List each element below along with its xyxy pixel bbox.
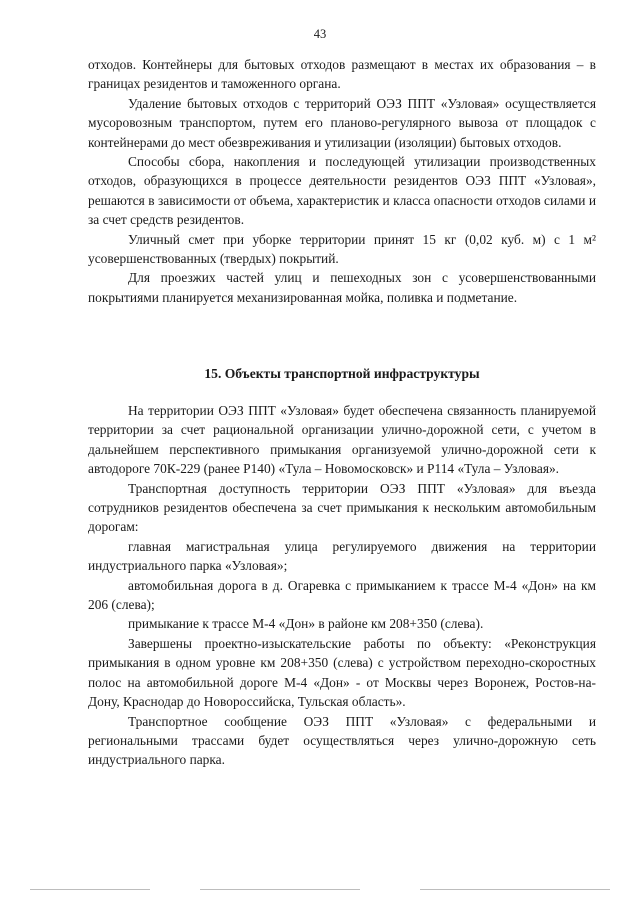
paragraph: отходов. Контейнеры для бытовых отходов размещают в местах их образования – в границах резидентов и таможенного органа. [88, 57, 596, 92]
paragraph: Для проезжих частей улиц и пешеходных зон с усовершенствованными покрытиями планируется механизированная мойка, поливка и подметание. [88, 270, 596, 305]
scan-artifact-line [30, 889, 150, 890]
scan-artifact-line [420, 889, 610, 890]
scan-artifact-line [200, 889, 360, 890]
paragraph: Удаление бытовых отходов с территорий ОЭЗ ППТ «Узловая» осуществляется мусоровозным транспортом, путем его планово-регулярного вывоза от площадок с контейнерами до мест обезвреживания и утилизации (изоляции) бытовых отходов. [88, 95, 596, 150]
body-text-section-1 [88, 55, 596, 307]
paragraph: На территории ОЭЗ ППТ «Узловая» будет обеспечена связанность планируемой территории за счет рациональной организации улично-дорожной сети, с учетом в дальнейшем перспективного примыкания организуемой улично-дорожной сети к автодороге 70К-229 (ранее Р140) «Тула – Новомосковск» и Р114 «Тула – Узловая». [88, 403, 596, 477]
paragraph: Способы сбора, накопления и последующей утилизации производственных отходов, образующихся в процессе деятельности резидентов ОЭЗ ППТ «Узловая», решаются в зависимости от объема, характеристик и класса опасности отходов силами и за счет средств резидентов. [88, 154, 596, 228]
page-number: 43 [313, 27, 327, 41]
paragraph: примыкание к трассе М-4 «Дон» в районе км 208+350 (слева). [128, 616, 484, 632]
paragraph: Уличный смет при уборке территории принят 15 кг (0,02 куб. м) с 1 м² усовершенствованных (твердых) покрытий. [88, 231, 596, 267]
paragraph: автомобильная дорога в д. Огаревка с примыканием к трассе М-4 «Дон» на км 206 (слева); [88, 577, 596, 613]
body-text-section-2 [88, 401, 596, 770]
paragraph: Транспортное сообщение ОЭЗ ППТ «Узловая» с федеральными и региональными трассами будет осуществляться через улично-дорожную сеть индустриального парка. [88, 713, 596, 768]
paragraph: Завершены проектно-изыскательские работы по объекту: «Реконструкция примыкания в одном уровне км 208+350 (слева) с устройством переходно-скоростных полос на автомобильной дороге М-4 «Дон» - от Москвы через Воронеж, Ростов-на-Дону, Краснодар до Новороссийска, Тульская область». [88, 635, 596, 710]
paragraph: Транспортная доступность территории ОЭЗ ППТ «Узловая» для въезда сотрудников резидентов обеспечена за счет примыкания к нескольким автомобильным дорогам: [88, 480, 596, 535]
paragraph: главная магистральная улица регулируемого движения на территории индустриального парка «Узловая»; [88, 538, 596, 574]
section-heading: 15. Объекты транспортной инфраструктуры [204, 366, 480, 381]
